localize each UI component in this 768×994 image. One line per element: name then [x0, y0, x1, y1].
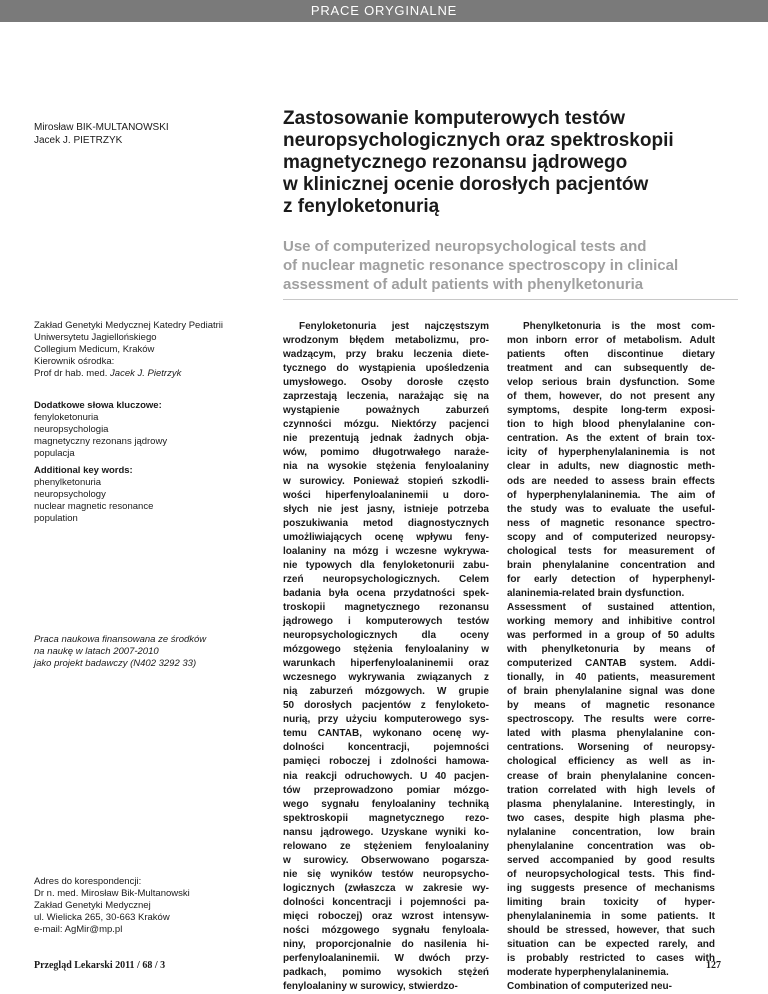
abstract-line: plasma phenylalanine. Interestingly, in: [507, 798, 715, 810]
abstract-line: moderate hyperphenylalaninemia.: [507, 967, 669, 979]
abstract-line: nie typowych dla fenyloketonurii zabu-: [283, 559, 489, 571]
abstract-line: should be stressed, however, that such: [507, 925, 715, 937]
abstract-line: the study was to evaluate the useful-: [507, 503, 715, 515]
page-number: 127: [706, 960, 721, 971]
abstract-line: czynności mózgu. Niektórzy pacjenci: [283, 419, 489, 431]
abstract-line: Assessment of sustained attention,: [507, 601, 715, 613]
subtitle-line: assessment of adult patients with phenylketonuria: [283, 276, 644, 293]
abstract-line: jądrowego i komputerowych testów: [283, 615, 489, 627]
abstract-line: badania była ocena przydatności spek-: [283, 587, 489, 599]
abstract-line: chological efficiency as well as in-: [507, 756, 715, 768]
abstract-line: phenylalaninemia in some patients. It: [507, 910, 715, 922]
abstract-line: słych nie jest jasny, istnieje potrzeba: [283, 503, 489, 515]
abstract-line: tycznego do wystąpienia upośledzenia: [283, 363, 489, 375]
abstract-line: Phenylketonuria is the most com-: [523, 321, 715, 332]
abstract-line: for early detection of hyperphenyl-: [507, 573, 715, 585]
abstract-line: crease of brain phenylalanine concen-: [507, 770, 715, 782]
abstract-line: by means of magnetic resonance: [507, 700, 715, 712]
abstract-line: nie prezentują jednak żadnych obja-: [283, 433, 489, 445]
abstract-line: clear in adults, new diagnostic meth-: [507, 461, 715, 473]
abstract-line: brain phenylalanine concentration and: [507, 559, 715, 571]
abstract-line: of neuropsychological tests. This find-: [507, 868, 715, 880]
abstract-line: symptoms, despite long-term exposi-: [507, 405, 715, 417]
head-prefix: Prof dr hab. med.: [34, 368, 111, 379]
abstract-line: patients often discontinue dietary: [507, 349, 715, 361]
keywords-polish: [34, 400, 274, 460]
funding-line: Praca naukowa finansowana ze środków: [34, 634, 207, 645]
abstract-line: nia reakcji odruchowych. U 40 pacjen-: [283, 770, 489, 782]
abstract-line: tów przeprowadzono pomiar mózgo-: [283, 784, 489, 796]
title-divider: [283, 299, 738, 300]
abstract-line: umysłowego. Osoby dorosłe często: [283, 377, 489, 389]
abstract-line: logicznych (zwłaszcza w zakresie wy-: [283, 882, 489, 894]
abstract-line: limiting brain toxicity of hyper-: [507, 896, 715, 908]
abstract-line: spektroskopii magnetycznego rezo-: [283, 812, 489, 824]
abstract-line: ing suggests presence of mechanisms: [507, 882, 715, 894]
abstract-line: wadzącym, przy braku leczenia diete-: [283, 349, 489, 361]
abstract-line: ności mózgowego sygnału fenyloala-: [283, 925, 489, 937]
funding-line: jako projekt badawczy (N402 3292 33): [34, 658, 197, 669]
abstract-line: velop serious brain dysfunction. Some: [507, 377, 715, 389]
abstract-line: nurią, przy użyciu komputerowego sys-: [283, 714, 489, 726]
abstract-line: temu CANTAB, wykonano ocenę wy-: [283, 728, 489, 740]
abstract-line: lated with plasma phenylalanine con-: [507, 728, 715, 740]
keyword-item: nuclear magnetic resonance: [34, 501, 154, 512]
abstract-line: phenylalanine concentration was ob-: [507, 840, 715, 852]
affiliation-line: Uniwersytetu Jagiellońskiego: [34, 332, 157, 343]
abstract-line: Fenyloketonuria jest najczęstszym: [299, 321, 489, 332]
article-title-polish: [283, 108, 753, 218]
keywords-polish-label: Dodatkowe słowa kluczowe:: [34, 400, 162, 411]
abstract-line: centration. As the extent of brain tox-: [507, 433, 715, 445]
abstract-line: rzeń neuropsychologicznych. Celem: [283, 573, 489, 585]
department-head: [34, 368, 274, 380]
head-name: Jacek J. Pietrzyk: [110, 368, 182, 379]
abstract-line: nansu jądrowego. Uzyskane wyniki ko-: [283, 826, 489, 838]
abstract-english: [507, 320, 715, 994]
abstract-line: wości hiperfenyloalaninemii u doro-: [283, 489, 489, 501]
abstract-line: mięci roboczej) oraz wzrost intensyw-: [283, 910, 489, 922]
abstract-line: umożliwiających ocenę wpływu feny-: [283, 531, 489, 543]
subtitle-line: of nuclear magnetic resonance spectroscopy in clinical: [283, 257, 679, 274]
funding-note: [34, 634, 274, 670]
abstract-line: centrations. Worsening of neuropsy-: [507, 742, 715, 754]
keywords-english-label: Additional key words:: [34, 465, 133, 476]
abstract-polish: [283, 320, 489, 994]
abstract-line: nie się wyników testów neuropsycho-: [283, 868, 489, 880]
title-line: Zastosowanie komputerowych testów: [283, 108, 626, 129]
abstract-line: tionally, in 40 patients, measurement: [507, 672, 715, 684]
author-list: [34, 121, 274, 147]
abstract-line: wrodzonym błędem metabolizmu, pro-: [283, 335, 489, 347]
abstract-line: tion to high blood phenylalanine con-: [507, 419, 715, 431]
title-line: magnetycznego rezonansu jądrowego: [283, 152, 628, 173]
keyword-item: neuropsychologia: [34, 424, 109, 435]
abstract-line: wego sygnału fenyloalaniny techniką: [283, 798, 489, 810]
abstract-line: fenyloalaniny w surowicy, stwierdzo-: [283, 981, 458, 993]
author-name: Mirosław BIK-MULTANOWSKI: [34, 122, 169, 133]
abstract-line: two cases, despite high plasma phe-: [507, 812, 715, 824]
abstract-line: working memory and inhibitive control: [507, 615, 715, 627]
keyword-item: fenyloketonuria: [34, 412, 99, 423]
abstract-line: chological tests for measurement of: [507, 545, 715, 557]
affiliation-line: Zakład Genetyki Medycznej Katedry Pediatrii: [34, 320, 224, 331]
keywords-english: [34, 465, 274, 525]
abstract-line: warunkach hiperfenyloalaninemii oraz: [283, 658, 489, 670]
abstract-line: is probably restricted to cases with: [507, 953, 715, 965]
correspondence-line: Zakład Genetyki Medycznej: [34, 900, 151, 911]
correspondence-line: Adres do korespondencji:: [34, 876, 142, 887]
abstract-line: w surowicy. Obserwowano pogarsza-: [283, 854, 489, 866]
abstract-line: with phenylketonuria by means of: [507, 644, 715, 656]
abstract-line: wczesnego wykrywania związanych z: [283, 672, 489, 684]
abstract-line: troskopii magnetycznego rezonansu: [283, 601, 489, 613]
abstract-line: mózgowego stężenia fenyloalaniny w: [283, 644, 489, 656]
article-title-english: [283, 237, 753, 294]
abstract-line: computerized CANTAB system. Addi-: [507, 658, 715, 670]
abstract-line: scopy and of computerized neuropsy-: [507, 531, 715, 543]
affiliation-line: Kierownik ośrodka:: [34, 356, 115, 367]
abstract-line: nylalanine concentration, low brain: [507, 826, 715, 838]
abstract-line: of hyperphenylalaninemia. The aim of: [507, 489, 715, 501]
abstract-line: perfenyloalaninemii. W dwóch przy-: [283, 953, 489, 965]
correspondence-line: Dr n. med. Mirosław Bik-Multanowski: [34, 888, 190, 899]
abstract-line: served accompanied by good results: [507, 854, 715, 866]
correspondence-line: ul. Wielicka 265, 30-663 Kraków: [34, 912, 170, 923]
abstract-line: pamięci roboczej i zdolności hamowa-: [283, 756, 489, 768]
subtitle-line: Use of computerized neuropsychological tests and: [283, 238, 647, 255]
abstract-line: nią zaburzeń mózgowych. W grupie: [283, 686, 489, 698]
affiliation: [34, 320, 274, 380]
keyword-item: phenylketonuria: [34, 477, 102, 488]
abstract-line: alaninemia-related brain dysfunction.: [507, 587, 685, 599]
abstract-line: tration correlated with high levels of: [507, 784, 715, 796]
abstract-line: was performed in a group of 50 adults: [507, 630, 715, 642]
affiliation-line: Collegium Medicum, Kraków: [34, 344, 155, 355]
abstract-line: 50 dorosłych pacjentów z fenyloketo-: [283, 700, 489, 712]
abstract-line: of them, however, do not present any: [507, 391, 715, 403]
abstract-line: dolności koncentracji i pojemności pa-: [283, 896, 489, 908]
correspondence-line: e-mail: AgMir@mp.pl: [34, 924, 123, 935]
abstract-line: poszukiwania metod diagnostycznych: [283, 517, 489, 529]
abstract-line: loalaniny na mózg i wczesne wykrywa-: [283, 545, 489, 557]
abstract-line: mon inborn error of metabolism. Adult: [507, 335, 715, 347]
title-line: z fenyloketonurią: [283, 196, 440, 217]
abstract-line: padkach, pomimo wysokich stężeń: [283, 967, 489, 979]
abstract-line: neuropsychologicznych dla oceny: [283, 630, 489, 642]
section-header: PRACE ORYGINALNE: [0, 0, 768, 22]
abstract-line: wystąpienie poważnych zaburzeń: [283, 405, 489, 417]
journal-footer: Przegląd Lekarski 2011 / 68 / 3: [34, 960, 166, 971]
abstract-line: zaprzestają leczenia, narażając się na: [283, 391, 489, 403]
abstract-line: niny, proporcjonalnie do nasilenia hi-: [283, 939, 489, 951]
abstract-line: icity of hyperphenylalaninemia is not: [507, 447, 715, 459]
abstract-line: nia na wysokie stężenia fenyloalaniny: [283, 461, 489, 473]
abstract-line: ness of magnetic resonance spectro-: [507, 517, 715, 529]
abstract-line: spectroscopy. The results were corre-: [507, 714, 715, 726]
abstract-line: ods are needed to assess brain effects: [507, 475, 715, 487]
author-name: Jacek J. PIETRZYK: [34, 135, 123, 146]
title-line: neuropsychologicznych oraz spektroskopii: [283, 130, 674, 151]
abstract-line: wów, pomimo długotrwałego naraże-: [283, 447, 489, 459]
abstract-line: w surowicy. Ponieważ stopień szkodli-: [283, 475, 489, 487]
abstract-line: of brain phenylalanine signal was done: [507, 686, 715, 698]
abstract-line: treatment and can subsequently de-: [507, 363, 715, 375]
title-line: w klinicznej ocenie dorosłych pacjentów: [283, 174, 649, 195]
abstract-line: situation can be expected rarely, and: [507, 939, 715, 951]
abstract-line: dolności koncentracji, pojemności: [283, 742, 489, 754]
abstract-line: Combination of computerized neu-: [507, 981, 672, 993]
correspondence-address: [34, 876, 274, 936]
keyword-item: magnetyczny rezonans jądrowy: [34, 436, 168, 447]
funding-line: na naukę w latach 2007-2010: [34, 646, 159, 657]
abstract-line: relowano ze stężeniem fenyloalaniny: [283, 840, 489, 852]
keyword-item: population: [34, 513, 78, 524]
keyword-item: neuropsychology: [34, 489, 106, 500]
keyword-item: populacja: [34, 448, 75, 459]
